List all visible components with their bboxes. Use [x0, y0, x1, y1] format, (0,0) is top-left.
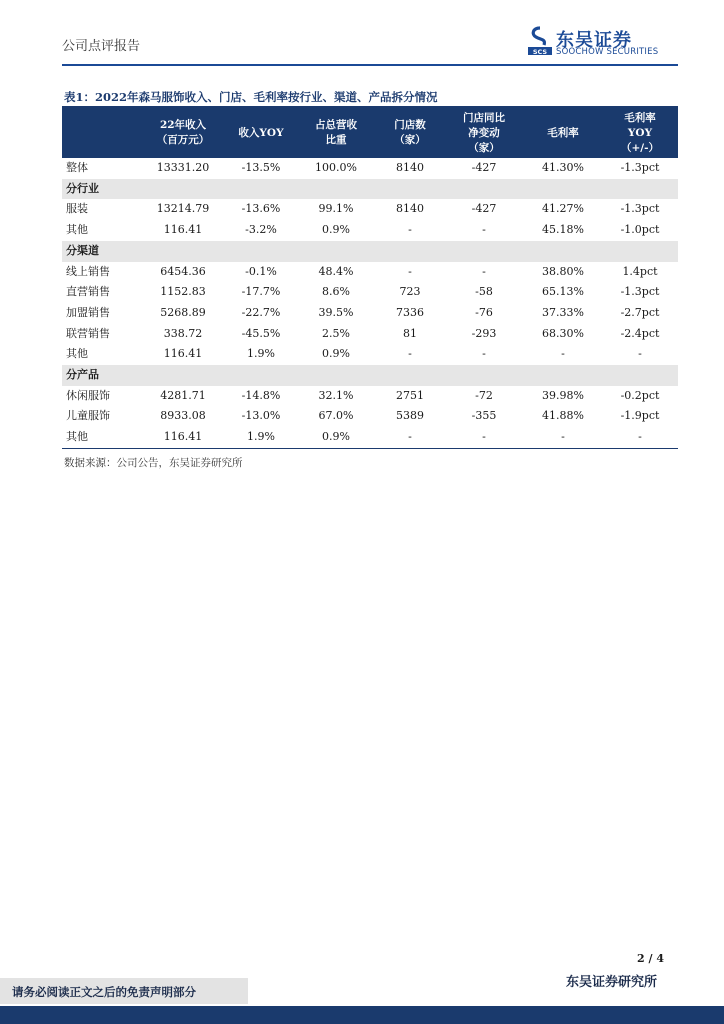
table-row-total [62, 158, 678, 179]
cell-gross-margin: 37.33% [542, 305, 584, 319]
footer-bar [0, 1006, 724, 1024]
disclaimer-text: 请务必阅读正文之后的免责声明部分 [12, 985, 196, 999]
cell-share: 67.0% [318, 409, 354, 423]
cell-stores: 723 [399, 285, 421, 299]
cell-gross-margin: 41.27% [542, 202, 584, 216]
cell-stores: 8140 [396, 202, 424, 216]
table-row-direct [62, 282, 678, 303]
cell-share: 48.4% [318, 264, 354, 278]
section-row-industry [62, 179, 678, 200]
row-label: 儿童服饰 [66, 409, 110, 423]
row-label: 其他 [66, 223, 88, 237]
cell-gross-margin-yoy: 1.4pct [622, 264, 658, 278]
cell-gross-margin-yoy: - [638, 347, 642, 361]
cell-gross-margin-yoy: -2.4pct [620, 326, 660, 340]
section-row-product [62, 365, 678, 386]
cell-stores: - [408, 264, 412, 278]
header-store-net-change: 门店同比 净变动 （家） [444, 108, 524, 158]
header-gross-margin: 毛利率 [524, 108, 602, 158]
cell-share: 2.5% [322, 326, 350, 340]
cell-gross-margin: 68.30% [542, 326, 584, 340]
cell-store-change: -427 [471, 202, 497, 216]
table-title: 表1：2022年森马服饰收入、门店、毛利率按行业、渠道、产品拆分情况 [64, 90, 438, 104]
cell-revenue-yoy: 1.9% [247, 347, 275, 361]
cell-revenue: 116.41 [163, 223, 203, 237]
row-label: 休闲服饰 [66, 388, 110, 402]
cell-gross-margin: 45.18% [542, 223, 584, 237]
cell-revenue-yoy: 1.9% [226, 427, 296, 448]
cell-stores: 7336 [396, 305, 424, 319]
cell-revenue: 4281.71 [160, 388, 206, 402]
row-label: 其他 [62, 427, 140, 448]
cell-gross-margin: 39.98% [542, 388, 584, 402]
cell-revenue: 13331.20 [156, 161, 210, 174]
data-source-note: 数据来源：公司公告，东吴证券研究所 [64, 457, 243, 469]
row-label: 整体 [66, 161, 88, 174]
cell-stores: - [376, 427, 444, 448]
cell-gross-margin-yoy: -1.9pct [620, 409, 660, 423]
row-label: 联营销售 [66, 326, 110, 340]
logo-mark-text: SCS [532, 48, 548, 56]
cell-share: 8.6% [322, 285, 350, 299]
cell-revenue-yoy: -22.7% [241, 305, 281, 319]
cell-store-change: -72 [475, 388, 493, 402]
cell-share: 32.1% [318, 388, 354, 402]
header-store-count: 门店数 （家） [376, 108, 444, 158]
cell-revenue: 5268.89 [160, 305, 206, 319]
cell-revenue: 1152.83 [160, 285, 206, 299]
table-row-channel-other [62, 344, 678, 365]
cell-gross-margin: 41.30% [542, 161, 584, 174]
section-label: 分渠道 [62, 241, 678, 262]
cell-share: 0.9% [322, 223, 350, 237]
row-label: 线上销售 [66, 264, 110, 278]
cell-share: 0.9% [296, 427, 376, 448]
cell-revenue: 116.41 [140, 427, 226, 448]
cell-revenue: 8933.08 [160, 409, 206, 423]
table-row-online [62, 262, 678, 283]
cell-store-change: - [444, 427, 524, 448]
cell-gross-margin-yoy: - [602, 427, 678, 448]
logo-chinese-name: 东吴证券 [556, 30, 632, 51]
cell-revenue-yoy: -0.1% [245, 264, 277, 278]
cell-revenue-yoy: -14.8% [241, 388, 281, 402]
footer-organization: 东吴证券研究所 [566, 975, 658, 990]
cell-revenue-yoy: -13.6% [241, 202, 281, 216]
company-logo [528, 26, 670, 58]
table-row-joint [62, 324, 678, 345]
cell-stores: - [408, 347, 412, 361]
header-divider [62, 64, 678, 66]
cell-stores: 2751 [396, 388, 424, 402]
table-row-kids [62, 406, 678, 427]
cell-share: 0.9% [322, 347, 350, 361]
header-gross-margin-yoy: 毛利率 YOY （+/-） [602, 108, 678, 158]
cell-gross-margin: 41.88% [542, 409, 584, 423]
table-header-row [62, 108, 678, 158]
row-label: 其他 [66, 347, 88, 361]
cell-store-change: -293 [471, 326, 497, 340]
cell-revenue-yoy: -13.5% [241, 161, 281, 174]
cell-gross-margin: 65.13% [542, 285, 584, 299]
cell-share: 39.5% [318, 305, 354, 319]
cell-gross-margin-yoy: -1.3pct [620, 202, 660, 216]
cell-stores: 8140 [396, 161, 424, 174]
cell-store-change: - [482, 264, 486, 278]
cell-revenue-yoy: -45.5% [241, 326, 281, 340]
cell-gross-margin: - [524, 427, 602, 448]
logo-mark-icon [528, 26, 552, 56]
table-row-franchise [62, 303, 678, 324]
header-revenue-share: 占总营收 比重 [296, 108, 376, 158]
cell-store-change: - [482, 347, 486, 361]
cell-gross-margin-yoy: -0.2pct [620, 388, 660, 402]
cell-store-change: -58 [475, 285, 493, 299]
table-row-casual [62, 386, 678, 407]
report-type-label: 公司点评报告 [62, 39, 141, 54]
cell-gross-margin-yoy: -1.0pct [620, 223, 660, 237]
header-revenue-yoy: 收入YOY [226, 108, 296, 158]
table-row-industry-other [62, 220, 678, 241]
cell-revenue: 116.41 [163, 347, 203, 361]
revenue-breakdown-table [62, 108, 678, 449]
cell-gross-margin: 38.80% [542, 264, 584, 278]
cell-revenue-yoy: -17.7% [241, 285, 281, 299]
cell-store-change: -76 [475, 305, 493, 319]
row-label: 直营销售 [66, 285, 110, 299]
row-label: 加盟销售 [66, 305, 110, 319]
page-number: 2 / 4 [637, 952, 664, 965]
cell-revenue: 6454.36 [160, 264, 206, 278]
cell-revenue: 13214.79 [156, 202, 210, 216]
section-row-channel [62, 241, 678, 262]
cell-store-change: -355 [471, 409, 497, 423]
header-cell-blank [62, 108, 140, 158]
row-label: 服装 [66, 202, 88, 216]
cell-store-change: - [482, 223, 486, 237]
cell-revenue-yoy: -3.2% [245, 223, 277, 237]
cell-gross-margin-yoy: -1.3pct [620, 161, 660, 174]
logo-english-name: SOOCHOW SECURITIES [556, 47, 659, 57]
section-label: 分行业 [62, 179, 678, 200]
cell-revenue: 338.72 [163, 326, 203, 340]
cell-gross-margin: - [561, 347, 565, 361]
header-revenue: 22年收入 （百万元） [140, 108, 226, 158]
cell-gross-margin-yoy: -1.3pct [620, 285, 660, 299]
cell-stores: 5389 [396, 409, 424, 423]
cell-share: 99.1% [318, 202, 354, 216]
cell-revenue-yoy: -13.0% [241, 409, 281, 423]
cell-stores: 81 [403, 326, 417, 340]
cell-store-change: -427 [471, 161, 497, 174]
section-label: 分产品 [62, 365, 678, 386]
cell-share: 100.0% [315, 161, 357, 174]
cell-stores: - [408, 223, 412, 237]
table-row-product-other [62, 427, 678, 448]
cell-gross-margin-yoy: -2.7pct [620, 305, 660, 319]
table-row-apparel [62, 199, 678, 220]
